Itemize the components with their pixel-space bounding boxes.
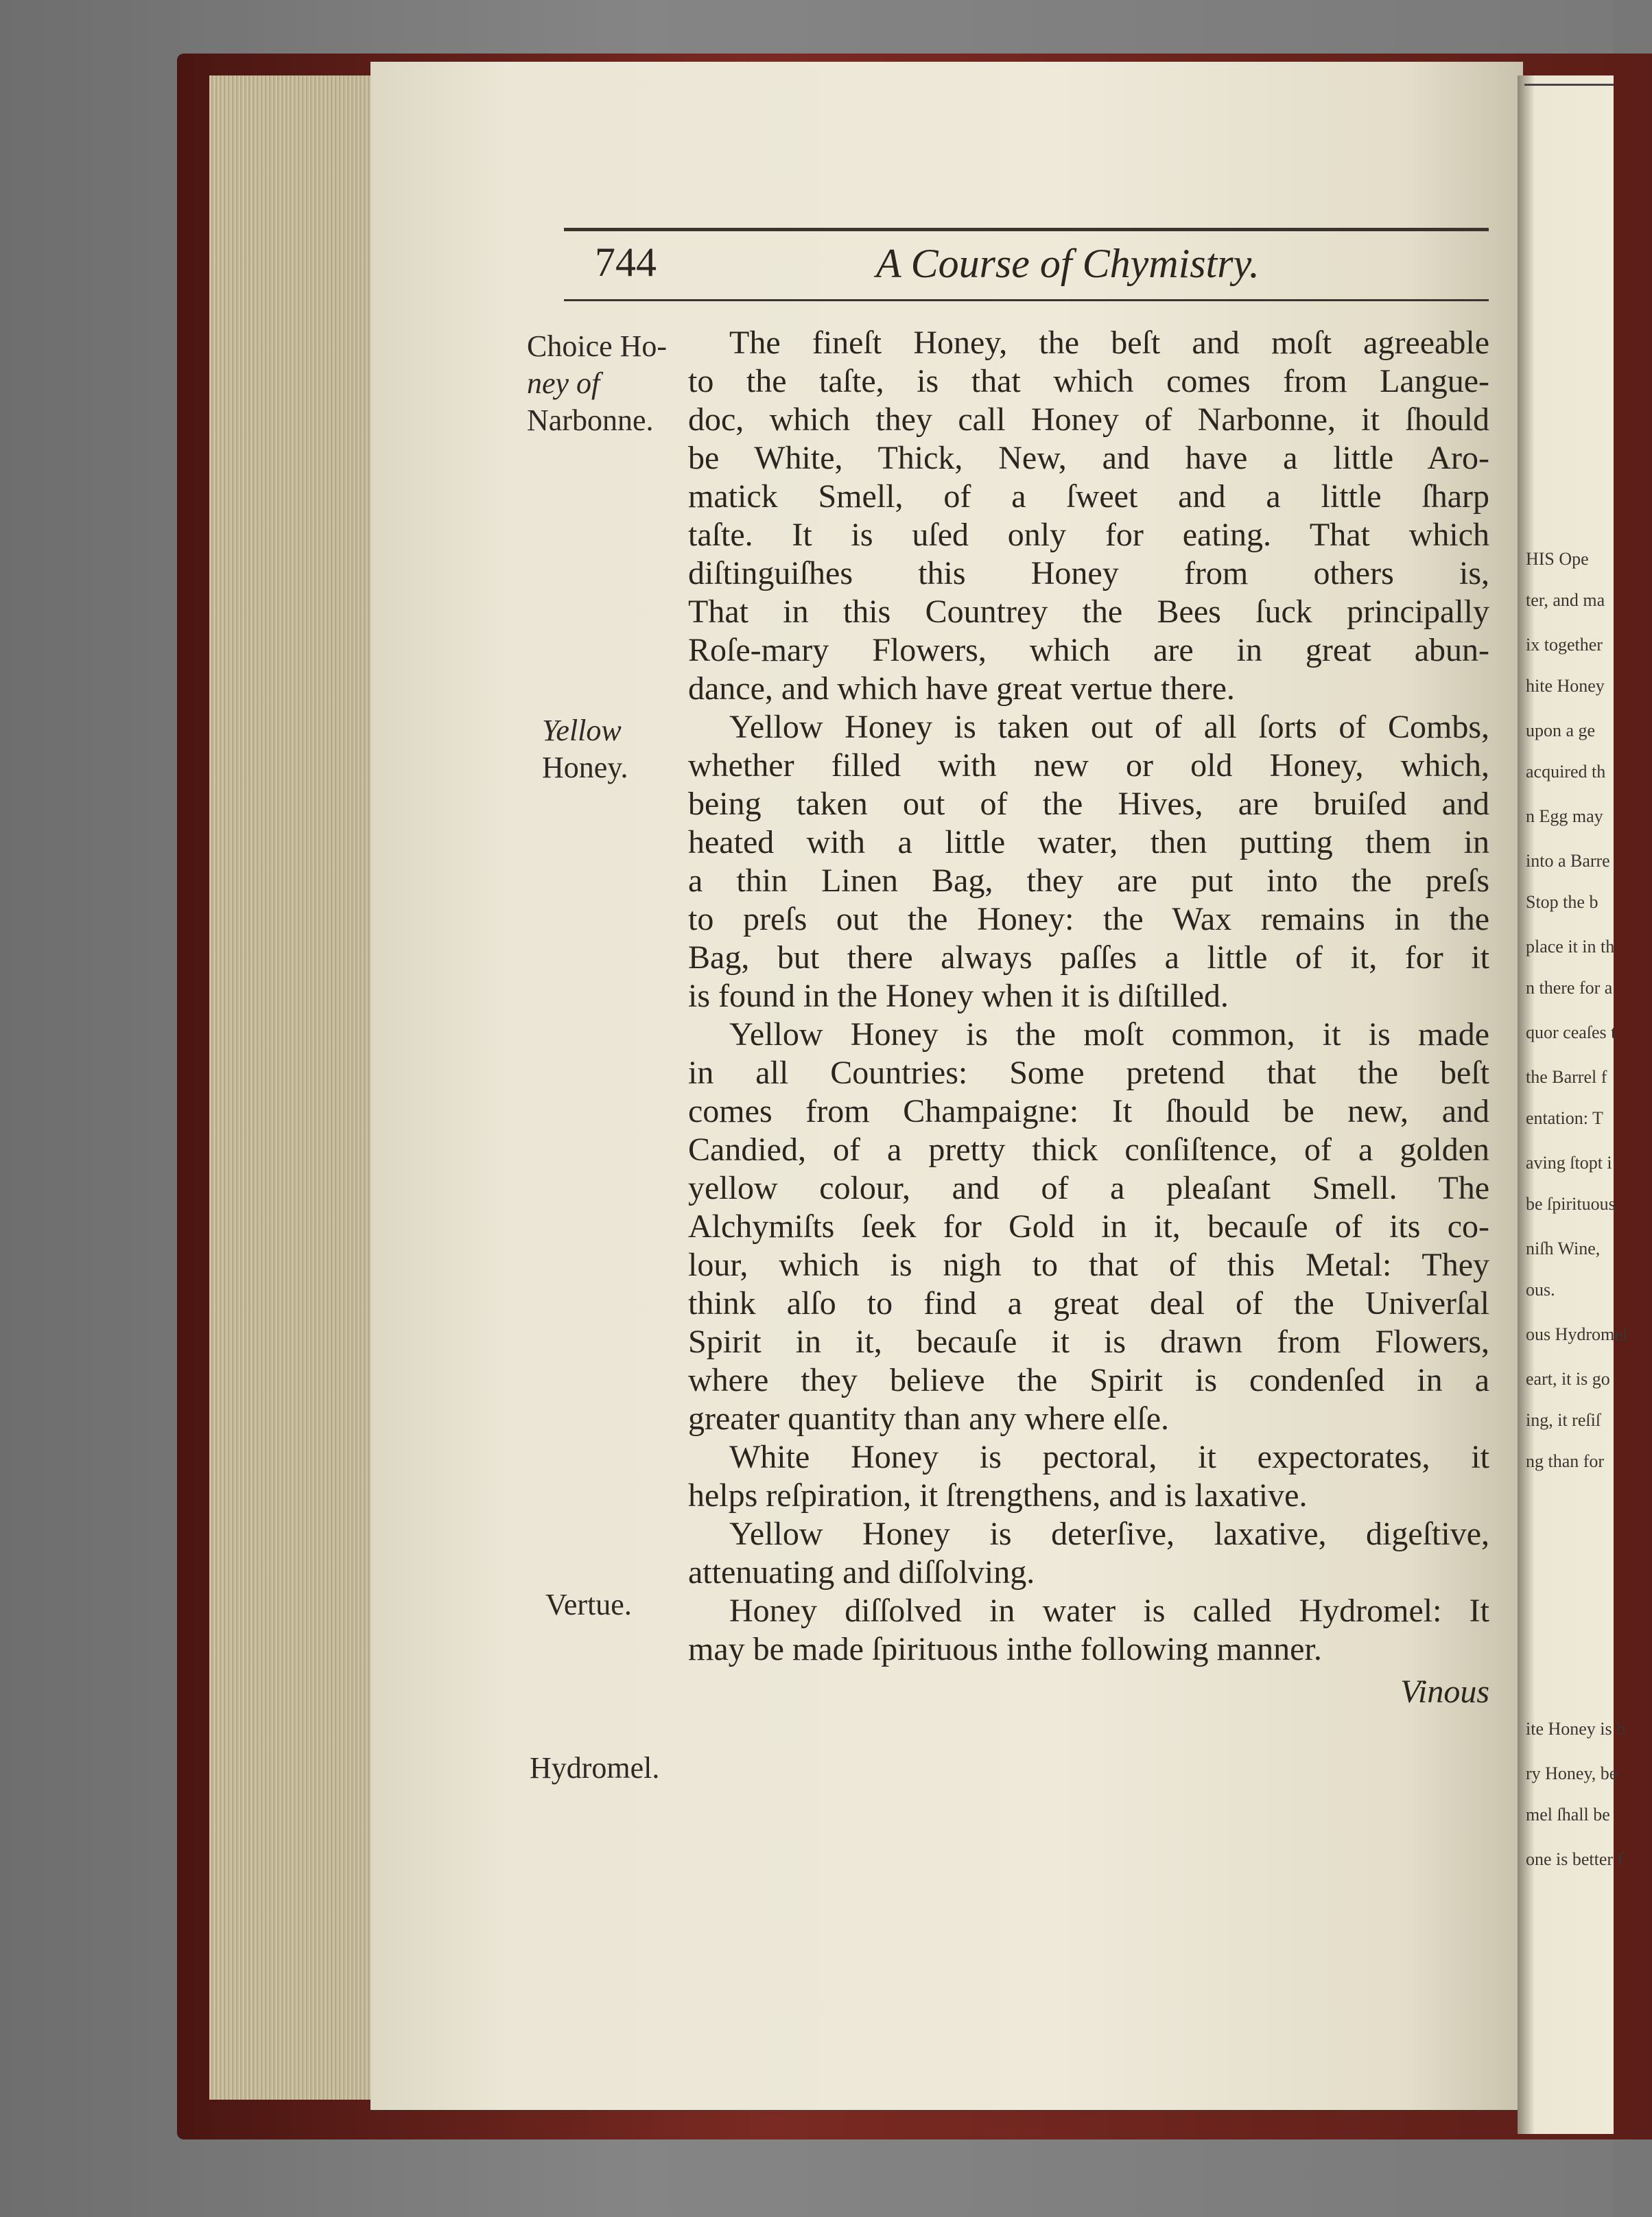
facing-page-line: hite Honey: [1526, 676, 1605, 696]
margin-note-line: Narbonne.: [527, 403, 654, 437]
text-line: greater quantity than any where elſe.: [688, 1400, 1170, 1437]
text-line: a thin Linen Bag, they are put into the preſs: [688, 863, 1489, 899]
facing-page-line: n Egg may: [1526, 806, 1603, 826]
text-line: Yellow Honey is the moſt common, it is made: [729, 1016, 1489, 1053]
text-line: White Honey is pectoral, it expectorates, it: [729, 1439, 1489, 1475]
text-line: taſte. It is uſed only for eating. That which: [688, 517, 1489, 553]
text-line: Alchymiſts ſeek for Gold in it, becauſe of its co-: [688, 1208, 1489, 1245]
facing-page-line: niſh Wine,: [1526, 1239, 1601, 1258]
text-line: Honey diſſolved in water is called Hydromel: It: [729, 1593, 1489, 1629]
paragraph-choice-honey: [688, 324, 1489, 708]
facing-page: [1518, 75, 1628, 2134]
facing-page-line: place it in th: [1526, 937, 1615, 957]
text-line: That in this Countrey the Bees ſuck principally: [688, 594, 1489, 630]
text-line: be White, Thick, New, and have a little Aro-: [688, 440, 1489, 476]
margin-note-vertue: Vertue.: [545, 1588, 632, 1621]
text-line: doc, which they call Honey of Narbonne, it ſhould: [688, 401, 1489, 438]
facing-page-line: Stop the b: [1526, 892, 1598, 912]
head-rule: [564, 299, 1489, 301]
text-line: heated with a little water, then putting them in: [688, 824, 1489, 860]
text-line: Roſe-mary Flowers, which are in great abun-: [688, 632, 1489, 668]
paragraph-yellow-honey-vertue: [688, 1515, 1489, 1592]
text-line: helps reſpiration, it ſtrengthens, and is laxative.: [688, 1477, 1308, 1514]
text-line: attenuating and diſſolving.: [688, 1554, 1035, 1591]
facing-page-line: ous.: [1526, 1280, 1555, 1300]
text-line: to the taſte, is that which comes from Langue-: [688, 363, 1489, 399]
text-line: being taken out of the Hives, are bruiſed and: [688, 786, 1489, 822]
catchword: Vinous: [1400, 1674, 1489, 1710]
running-head: [564, 239, 1489, 294]
facing-page-line: ry Honey, be: [1526, 1763, 1618, 1783]
facing-page-line: ing, it reſiſ: [1526, 1410, 1601, 1430]
margin-note-line: ney of: [527, 366, 600, 400]
facing-page-line: acquired th: [1526, 762, 1606, 782]
facing-page-line: quor ceaſes t: [1526, 1022, 1616, 1042]
text-line: Yellow Honey is deterſive, laxative, digeſtive,: [729, 1516, 1489, 1552]
facing-page-line: upon a ge: [1526, 720, 1596, 740]
text-line: whether filled with new or old Honey, which,: [688, 747, 1489, 784]
facing-page-line: into a Barre: [1526, 851, 1610, 871]
text-line: yellow colour, and of a pleaſant Smell. The: [688, 1170, 1489, 1206]
facing-page-line: the Barrel f: [1526, 1067, 1607, 1087]
paragraph-common-honey: [688, 1016, 1489, 1438]
paragraph-white-honey-vertue: [688, 1438, 1489, 1515]
paragraph-hydromel: [688, 1592, 1489, 1669]
text-line: may be made ſpirituous inthe following manner.: [688, 1631, 1322, 1667]
running-title: A Course of Chymistry.: [876, 241, 1260, 286]
facing-rule: [1524, 84, 1614, 86]
text-line: Candied, of a pretty thick conſiſtence, of a golden: [688, 1131, 1489, 1168]
text-line: Spirit in it, becauſe it is drawn from Flowers,: [688, 1324, 1489, 1360]
margin-note-hydromel: Hydromel.: [530, 1751, 660, 1785]
text-line: diſtinguiſhes this Honey from others is,: [688, 555, 1489, 591]
text-line: Yellow Honey is taken out of all ſorts of Combs,: [729, 709, 1489, 745]
text-line: where they believe the Spirit is condenſed in a: [688, 1362, 1489, 1398]
top-rule: [564, 228, 1489, 231]
facing-page-line: eart, it is go: [1526, 1369, 1610, 1389]
margin-note-yellow-honey: [542, 712, 707, 786]
text-line: in all Countries: Some pretend that the beſt: [688, 1055, 1489, 1091]
text-line: lour, which is nigh to that of this Metal: They: [688, 1247, 1489, 1283]
facing-page-line: aving ſtopt i: [1526, 1153, 1612, 1173]
facing-page-line: ous Hydromel: [1526, 1324, 1628, 1344]
margin-note-line: Yellow: [542, 714, 622, 747]
body-text: [688, 324, 1489, 1711]
text-line: The fineſt Honey, the beſt and moſt agreeable: [729, 325, 1489, 361]
facing-page-line: one is better f: [1526, 1849, 1624, 1869]
text-line: dance, and which have great vertue there.: [688, 670, 1235, 707]
text-line: matick Smell, of a ſweet and a little ſharp: [688, 478, 1489, 515]
facing-page-line: ix together: [1526, 635, 1603, 655]
facing-page-line: n there for a: [1526, 978, 1613, 998]
page-edges: [209, 75, 374, 2100]
paragraph-yellow-honey: [688, 708, 1489, 1016]
facing-page-line: HIS Ope: [1526, 549, 1589, 569]
margin-note-line: Honey.: [542, 751, 628, 784]
text-line: to preſs out the Honey: the Wax remains in the: [688, 901, 1489, 937]
facing-page-line: be ſpirituous: [1526, 1194, 1616, 1214]
facing-page-line: ite Honey is b: [1526, 1719, 1626, 1739]
text-line: is found in the Honey when it is diſtilled.: [688, 978, 1229, 1014]
facing-page-line: mel ſhall be: [1526, 1805, 1610, 1825]
facing-page-line: ng than for: [1526, 1451, 1605, 1471]
text-line: comes from Champaigne: It ſhould be new, and: [688, 1093, 1489, 1129]
text-line: Bag, but there always paſſes a little of it, for it: [688, 939, 1489, 976]
margin-note-choice-honey: [527, 328, 692, 439]
page-number: 744: [595, 239, 657, 285]
facing-page-line: ter, and ma: [1526, 590, 1605, 610]
margin-note-line: Choice Ho-: [527, 329, 668, 363]
text-line: think alſo to find a great deal of the Univerſal: [688, 1285, 1489, 1322]
facing-page-line: entation: T: [1526, 1108, 1603, 1128]
